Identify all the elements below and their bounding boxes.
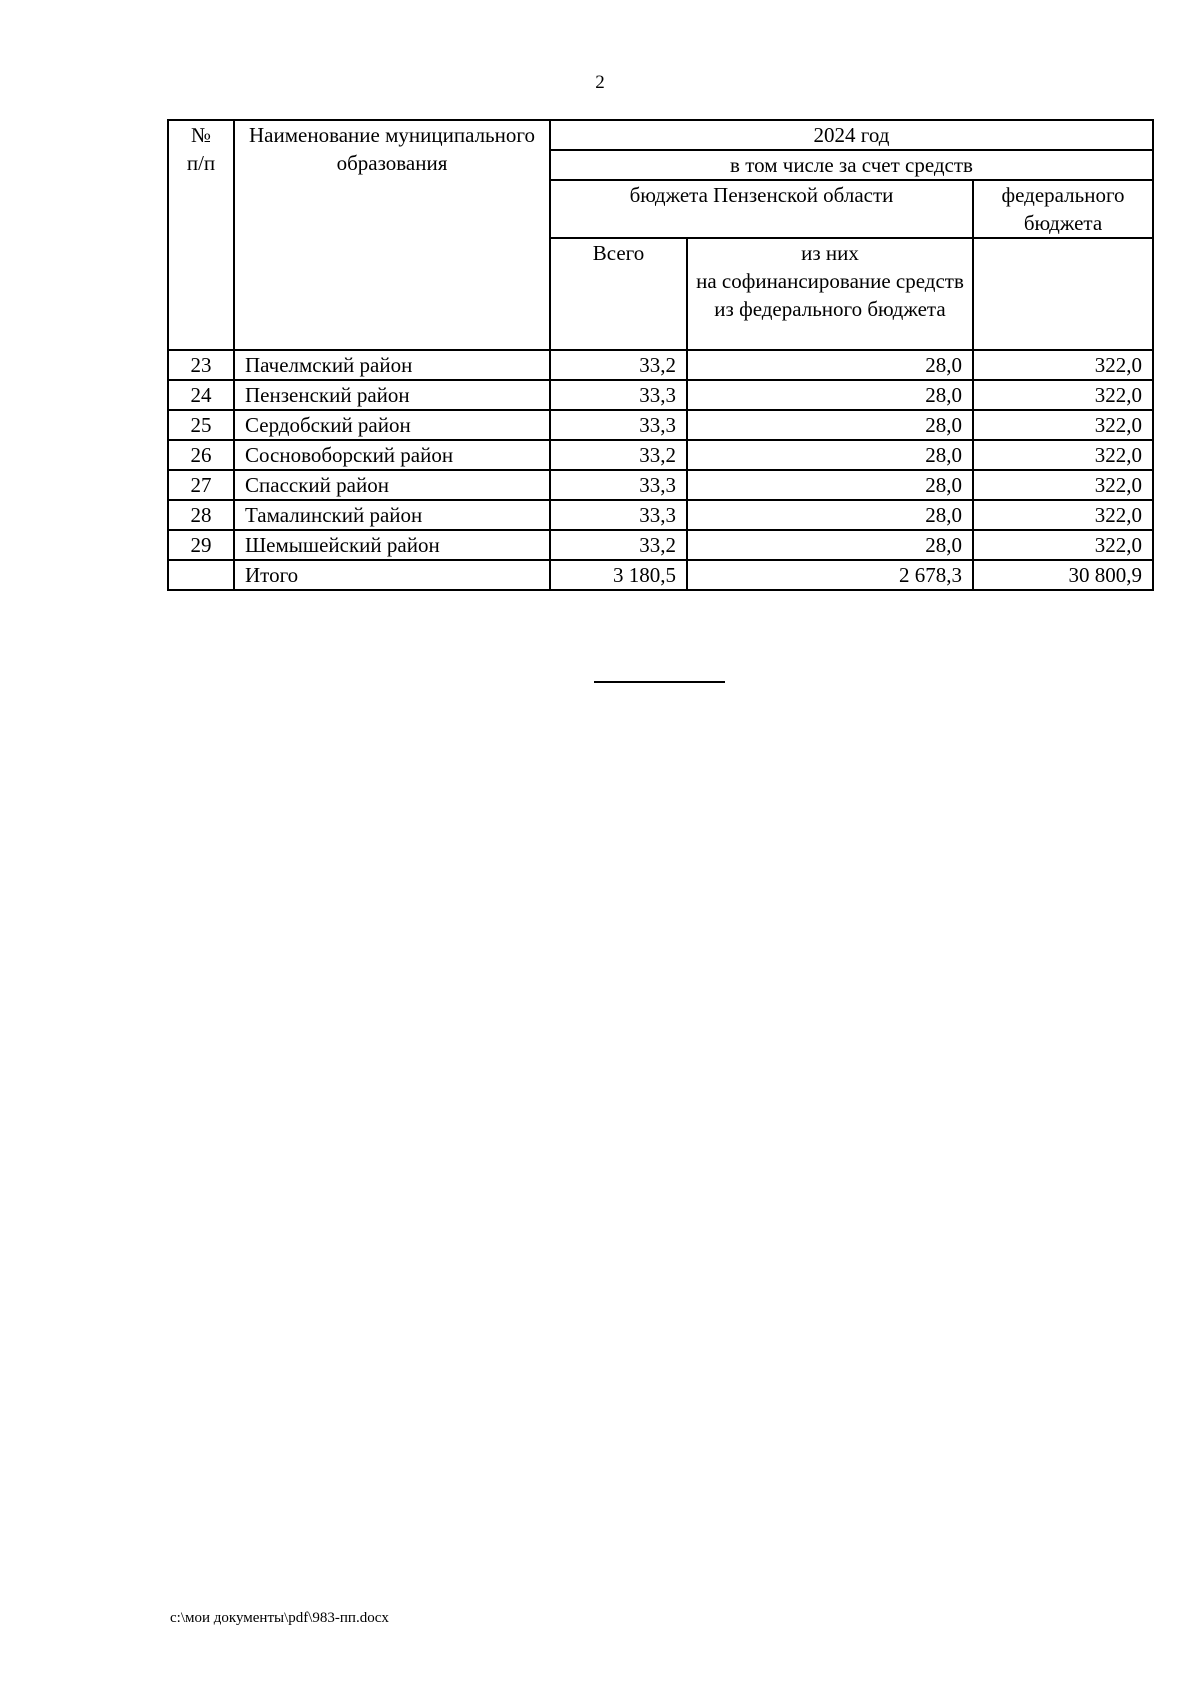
- header-cofin-line1: из них: [801, 241, 859, 265]
- cofin-value: 28,0: [687, 380, 973, 410]
- total-value: 3 180,5: [550, 560, 687, 590]
- federal-value: 322,0: [973, 500, 1153, 530]
- row-number: [168, 560, 234, 590]
- table-row: [168, 410, 1153, 440]
- federal-value: 322,0: [973, 350, 1153, 380]
- table-row: [168, 530, 1153, 560]
- table-row: [168, 380, 1153, 410]
- header-num-line2: п/п: [186, 151, 216, 175]
- header-name: Наименование муниципального образования: [234, 120, 550, 350]
- total-value: 33,2: [550, 350, 687, 380]
- total-value: 33,3: [550, 380, 687, 410]
- federal-value: 322,0: [973, 410, 1153, 440]
- header-regional: бюджета Пензенской области: [550, 180, 973, 238]
- header-num-line1: №: [190, 123, 212, 147]
- total-value: 33,3: [550, 410, 687, 440]
- total-value: 33,2: [550, 440, 687, 470]
- total-value: 33,3: [550, 470, 687, 500]
- district-name: Спасский район: [234, 470, 550, 500]
- header-total: Всего: [550, 238, 687, 350]
- district-name: Сосновоборский район: [234, 440, 550, 470]
- federal-value: 322,0: [973, 380, 1153, 410]
- table-row: [168, 470, 1153, 500]
- summary-row: [168, 560, 1153, 590]
- total-value: 33,2: [550, 530, 687, 560]
- row-number: 29: [168, 530, 234, 560]
- header-num: [168, 120, 234, 350]
- header-row: [168, 120, 1153, 150]
- page-number: 2: [595, 72, 605, 93]
- cofin-value: 2 678,3: [687, 560, 973, 590]
- table-row: [168, 350, 1153, 380]
- district-name: Пензенский район: [234, 380, 550, 410]
- table-row: [168, 500, 1153, 530]
- header-federal-empty: [973, 238, 1153, 350]
- footer-file-path: c:\мои документы\pdf\983-пп.docx: [170, 1610, 389, 1626]
- header-year: 2024 год: [550, 120, 1153, 150]
- total-value: 33,3: [550, 500, 687, 530]
- federal-value: 30 800,9: [973, 560, 1153, 590]
- federal-value: 322,0: [973, 530, 1153, 560]
- district-name: Шемышейский район: [234, 530, 550, 560]
- federal-value: 322,0: [973, 470, 1153, 500]
- table-row: [168, 440, 1153, 470]
- cofin-value: 28,0: [687, 530, 973, 560]
- row-number: 26: [168, 440, 234, 470]
- cofin-value: 28,0: [687, 500, 973, 530]
- district-name: Тамалинский район: [234, 500, 550, 530]
- row-number: 27: [168, 470, 234, 500]
- header-cofin: [687, 238, 973, 350]
- header-federal: федерального бюджета: [973, 180, 1153, 238]
- district-name: Пачелмский район: [234, 350, 550, 380]
- row-number: 28: [168, 500, 234, 530]
- row-number: 25: [168, 410, 234, 440]
- cofin-value: 28,0: [687, 470, 973, 500]
- district-name: Сердобский район: [234, 410, 550, 440]
- row-number: 23: [168, 350, 234, 380]
- cofin-value: 28,0: [687, 440, 973, 470]
- header-incl: в том числе за счет средств: [550, 150, 1153, 180]
- district-name: Итого: [234, 560, 550, 590]
- row-number: 24: [168, 380, 234, 410]
- federal-value: 322,0: [973, 440, 1153, 470]
- budget-table: [167, 119, 1154, 591]
- cofin-value: 28,0: [687, 350, 973, 380]
- cofin-value: 28,0: [687, 410, 973, 440]
- header-cofin-line2: на софинансирование средств из федерального бюджета: [696, 269, 964, 321]
- separator-line: [594, 681, 725, 683]
